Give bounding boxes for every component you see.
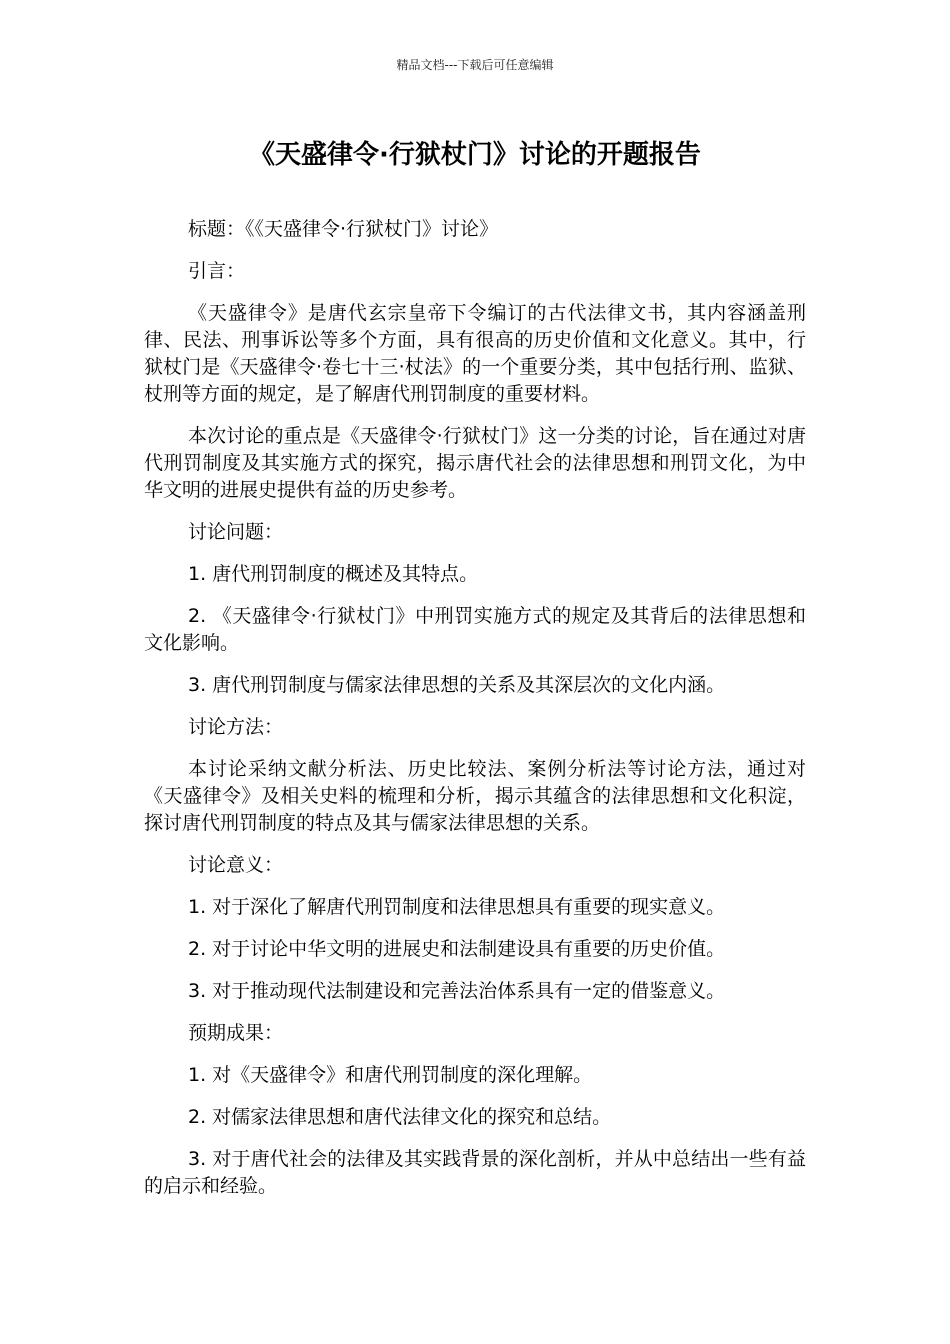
heading-significance: 讨论意义： — [188, 854, 284, 876]
list-item-significance-3: 3. 对于推动现代法制建设和完善法治体系具有一定的借鉴意义。 — [188, 980, 726, 1002]
document-body — [144, 216, 806, 1215]
list-item-question-1: 1. 唐代刑罚制度的概述及其特点。 — [188, 563, 479, 585]
list-item-result-1: 1. 对《天盛律令》和唐代刑罚制度的深化理解。 — [188, 1064, 593, 1086]
paragraph-subject: 标题：《《天盛律令·行狱杖门》讨论》 — [188, 218, 499, 240]
paragraph-intro-2: 本次讨论的重点是《天盛律令·行狱杖门》这一分类的讨论，旨在通过对唐代刑罚制度及其实施方式的探究，揭示唐代社会的法律思想和刑罚文化，为中华文明的进展史提供有益的历史参考。 — [144, 425, 806, 501]
list-item-result-2: 2. 对儒家法律思想和唐代法律文化的探究和总结。 — [188, 1106, 612, 1128]
document-title: 《天盛律令·行狱杖门》讨论的开题报告 — [249, 140, 701, 170]
list-item-significance-2: 2. 对于讨论中华文明的进展史和法制建设具有重要的历史价值。 — [188, 938, 726, 960]
list-item-question-3: 3. 唐代刑罚制度与儒家法律思想的关系及其深层次的文化内涵。 — [188, 674, 726, 696]
paragraph-intro-1: 《天盛律令》是唐代玄宗皇帝下令编订的古代法律文书，其内容涵盖刑律、民法、刑事诉讼等多个方面，具有很高的历史价值和文化意义。其中，行狱杖门是《天盛律令·卷七十三·杖法》的一个重要分类，其中包括行刑、监狱、杖刑等方面的规定，是了解唐代刑罚制度的重要材料。 — [144, 302, 806, 405]
heading-research-questions: 讨论问题： — [188, 521, 284, 543]
list-item-significance-1: 1. 对于深化了解唐代刑罚制度和法律思想具有重要的现实意义。 — [188, 896, 726, 918]
heading-research-methods: 讨论方法： — [188, 716, 284, 738]
header-note: 精品文档---下载后可任意编辑 — [396, 58, 554, 72]
heading-expected-results: 预期成果： — [188, 1022, 284, 1044]
list-item-question-2: 2. 《天盛律令·行狱杖门》中刑罚实施方式的规定及其背后的法律思想和文化影响。 — [144, 605, 806, 654]
paragraph-methods: 本讨论采纳文献分析法、历史比较法、案例分析法等讨论方法，通过对《天盛律令》及相关史料的梳理和分析，揭示其蕴含的法律思想和文化积淀，探讨唐代刑罚制度的特点及其与儒家法律思想的关系。 — [144, 758, 806, 834]
heading-introduction: 引言： — [188, 260, 246, 282]
list-item-result-3: 3. 对于唐代社会的法律及其实践背景的深化剖析，并从中总结出一些有益的启示和经验。 — [144, 1148, 806, 1197]
